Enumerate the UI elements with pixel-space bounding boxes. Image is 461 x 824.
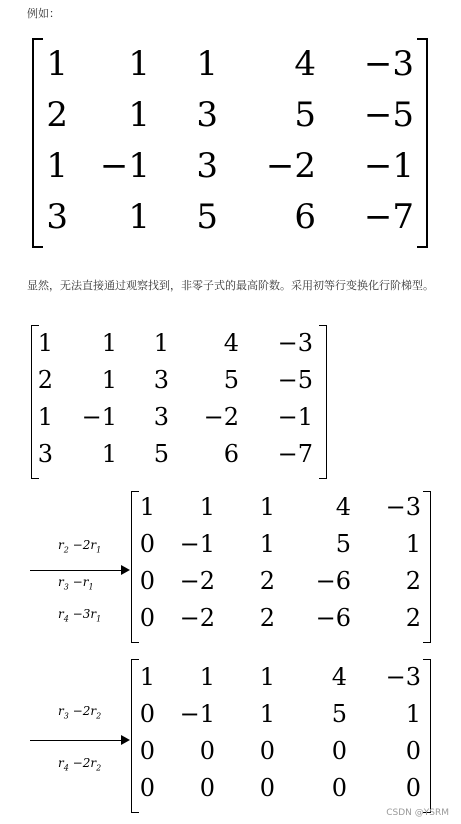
matrix-cell: 1 [101,440,117,468]
matrix-cell: 0 [139,700,155,728]
left-bracket [131,491,139,643]
matrix-cell: −7 [277,440,313,468]
matrix-cell: 1 [153,329,169,357]
matrix-cell: 2 [259,604,275,632]
matrix-cell: 4 [335,493,351,521]
matrix-cell: −2 [179,567,215,595]
matrix-cell: 1 [139,493,155,521]
matrix-original [31,325,327,479]
matrix-cell: 2 [259,567,275,595]
matrix-cell: 3 [196,146,218,186]
matrix-cell: −6 [315,604,351,632]
matrix-cell: 1 [37,403,53,431]
matrix-cell: 0 [405,774,421,802]
matrix-cell: 0 [139,567,155,595]
matrix-cell: 1 [139,663,155,691]
matrix-cell: 2 [46,95,68,135]
matrix-cell: 0 [199,774,215,802]
row-op-2: $r_3 -r_1$ [58,575,94,592]
matrix-cell: −3 [385,493,421,521]
matrix-cell: 5 [196,197,218,237]
matrix-cell: 5 [335,530,351,558]
matrix-cell: 1 [259,530,275,558]
matrix-cell: 6 [294,197,316,237]
matrix-cell: 1 [196,44,218,84]
matrix-cell: 5 [223,366,239,394]
matrix-cell: 1 [37,329,53,357]
matrix-cell: 0 [259,774,275,802]
matrix-cell: 0 [331,737,347,765]
matrix-step2 [131,659,431,813]
left-bracket [131,659,139,813]
matrix-cell: 4 [331,663,347,691]
matrix-cell: −5 [363,95,414,135]
watermark: CSDN @YSRM [386,808,449,818]
matrix-cell: 5 [294,95,316,135]
matrix-cell: 2 [37,366,53,394]
matrix-cell: −2 [203,403,239,431]
left-bracket [32,38,43,248]
matrix-cell: −2 [179,604,215,632]
matrix-cell: 0 [139,737,155,765]
matrix-cell: 6 [223,440,239,468]
matrix-cell: 0 [139,774,155,802]
right-bracket [417,38,428,248]
matrix-cell: −1 [99,146,150,186]
matrix-cell: 0 [199,737,215,765]
matrix-cell: 1 [46,146,68,186]
matrix-cell: 1 [199,493,215,521]
matrix-cell: 3 [153,366,169,394]
matrix-cell: 2 [405,604,421,632]
matrix-cell: 1 [128,95,150,135]
matrix-cell: 1 [128,197,150,237]
intro-text: 例如： [27,7,60,20]
matrix-cell: 1 [405,700,421,728]
matrix-cell: 5 [331,700,347,728]
matrix-cell: 5 [153,440,169,468]
matrix-cell: 1 [46,44,68,84]
matrix-cell: −1 [277,403,313,431]
row-operation-arrow-step1 [30,530,130,630]
arrow-head-icon [121,735,130,745]
matrix-cell: 1 [128,44,150,84]
matrix-cell: −5 [277,366,313,394]
matrix-cell: 1 [101,329,117,357]
row-op-3: $r_4 -3r_1$ [58,607,102,624]
matrix-cell: 3 [153,403,169,431]
row-op-1: $r_2 -2r_1$ [58,538,102,555]
right-bracket [423,659,431,813]
right-bracket [423,491,431,643]
explanation-text: 显然，无法直接通过观察找到，非零子式的最高阶数。采用初等行变换化行阶梯型。 [27,279,434,292]
row-operation-arrow-step2 [30,700,130,780]
matrix-cell: −3 [363,44,414,84]
matrix-cell: 0 [139,530,155,558]
matrix-cell: 0 [331,774,347,802]
matrix-cell: 4 [223,329,239,357]
right-bracket [319,325,327,479]
matrix-cell: 0 [139,604,155,632]
row-op-4: $r_3 -2r_2$ [58,704,102,721]
row-op-5: $r_4 -2r_2$ [58,756,102,773]
matrix-cell: −1 [363,146,414,186]
matrix-cell: 3 [37,440,53,468]
matrix-cell: 1 [199,663,215,691]
matrix-cell: 4 [294,44,316,84]
matrix-step1 [131,491,431,643]
matrix-cell: −3 [277,329,313,357]
matrix-cell: 2 [405,567,421,595]
matrix-cell: 1 [259,493,275,521]
matrix-cell: 1 [259,663,275,691]
matrix-cell: −7 [363,197,414,237]
matrix-cell: −1 [179,700,215,728]
matrix-cell: −6 [315,567,351,595]
arrow-head-icon [121,565,130,575]
matrix-cell: 0 [405,737,421,765]
arrow-shaft [30,740,122,741]
matrix-cell: −2 [265,146,316,186]
matrix-cell: −1 [179,530,215,558]
matrix-cell: 1 [405,530,421,558]
matrix-cell: −3 [385,663,421,691]
matrix-cell: 3 [46,197,68,237]
matrix-cell: 0 [259,737,275,765]
arrow-shaft [30,570,122,571]
matrix-cell: 1 [259,700,275,728]
matrix-original-large [32,38,428,248]
matrix-cell: 3 [196,95,218,135]
matrix-cell: 1 [101,366,117,394]
matrix-cell: −1 [81,403,117,431]
